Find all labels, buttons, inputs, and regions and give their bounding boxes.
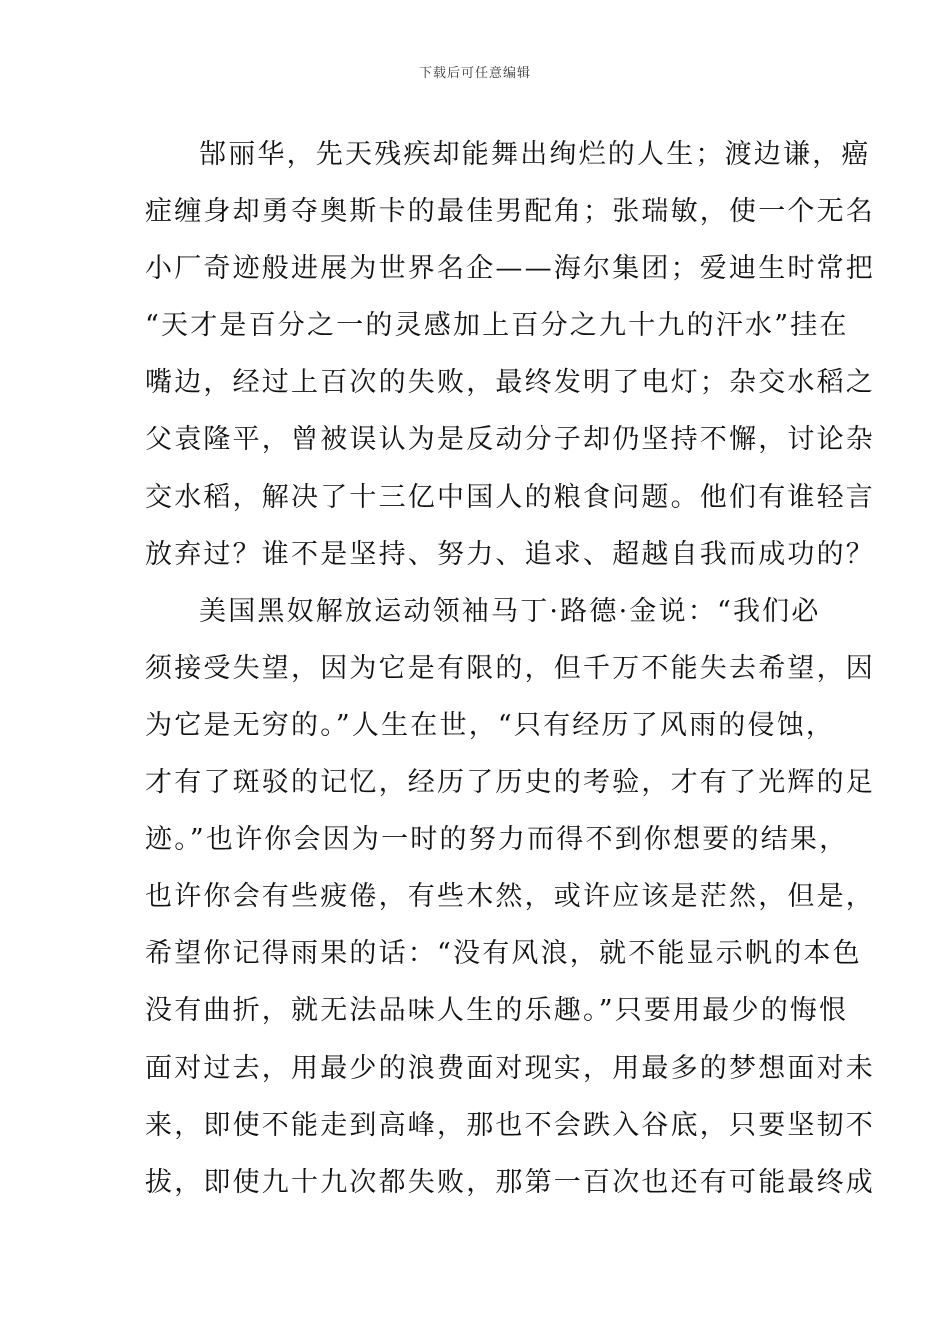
text-line: 来，即使不能走到高峰，那也不会跌入谷底，只要坚韧不 [145,1109,875,1141]
paragraph [145,126,875,583]
text-line: 面对过去，用最少的浪费面对现实，用最多的梦想面对未 [145,1052,875,1084]
text-line: 郜丽华，先天残疾却能舞出绚烂的人生；渡边谦，癌 [199,139,871,170]
text-line: 没有曲折，就无法品味人生的乐趣。”只要用最少的悔恨 [145,995,849,1027]
page-header: 下载后可任意编辑 [418,66,531,81]
document-body [145,126,875,1211]
text-line: 父袁隆平，曾被误认为是反动分子却仍坚持不懈，讨论杂 [145,424,875,456]
text-line: 拔，即使九十九次都失败，那第一百次也还有可能最终成 [145,1166,875,1198]
text-line: 须接受失望，因为它是有限的，但千万不能失去希望，因 [145,652,875,684]
text-line: 放弃过？谁不是坚持、努力、追求、超越自我而成功的？ [145,538,875,570]
text-line: 为它是无穷的。”人生在世，“只有经历了风雨的侵蚀， [145,709,836,741]
text-line: 交水稻，解决了十三亿中国人的粮食问题。他们有谁轻言 [145,481,875,513]
text-line: 症缠身却勇夺奥斯卡的最佳男配角；张瑞敏，使一个无名 [145,196,875,228]
paragraph [145,583,875,1211]
text-line: 迹。”也许你会因为一时的努力而得不到你想要的结果， [145,824,849,856]
text-line: 小厂奇迹般进展为世界名企——海尔集团；爱迪生时常把 [145,253,875,285]
text-line: “天才是百分之一的灵感加上百分之九十九的汗水”挂在 [145,310,849,342]
text-line: 美国黑奴解放运动领袖马丁·路德·金说：“我们必 [199,595,821,627]
text-line: 嘴边，经过上百次的失败，最终发明了电灯；杂交水稻之 [145,367,875,399]
text-line: 希望你记得雨果的话：“没有风浪，就不能显示帆的本色 [145,938,862,970]
text-line: 也许你会有些疲倦，有些木然，或许应该是茫然，但是， [145,881,875,913]
text-line: 才有了斑驳的记忆，经历了历史的考验，才有了光辉的足 [145,767,875,799]
